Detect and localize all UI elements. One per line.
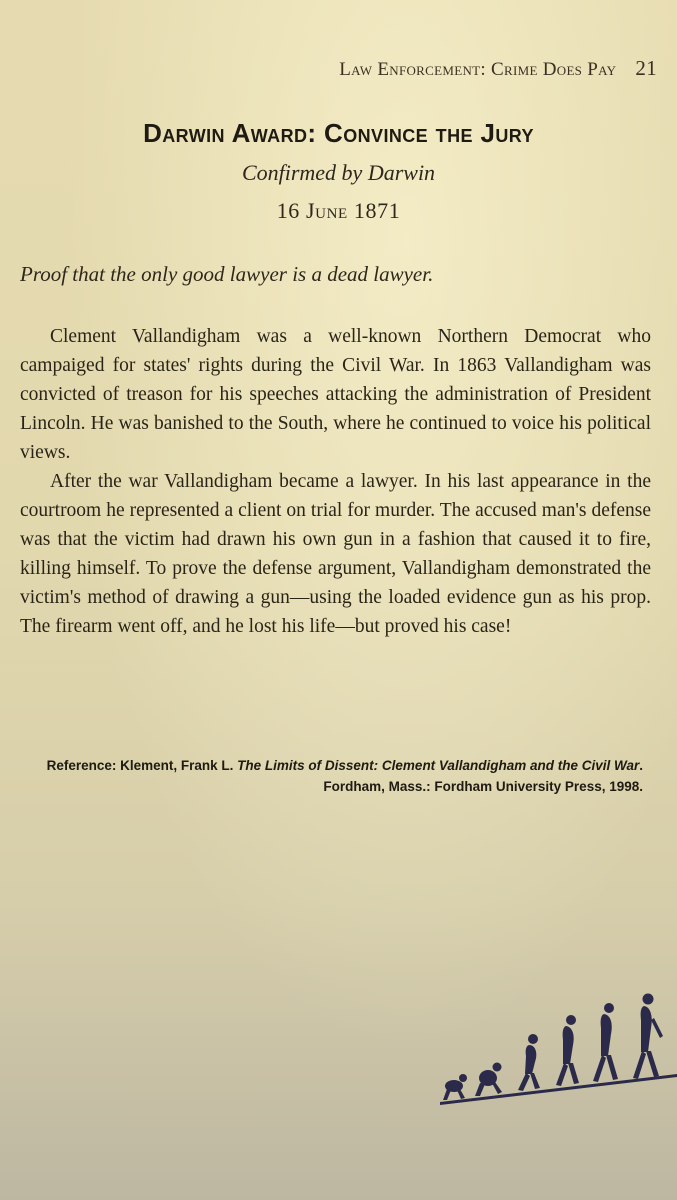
page-title: Darwin Award: Convince the Jury xyxy=(143,118,534,148)
page-number: 21 xyxy=(635,56,657,80)
story-body xyxy=(20,322,651,641)
epigraph: Proof that the only good lawyer is a dead lawyer. xyxy=(20,262,434,286)
story-paragraph: After the war Vallandigham became a lawyer. In his last appearance in the courtroom he represented a client on trial for murder. The accused man's defense was that the victim had drawn his own gun in a fashion that caused it to fire, killing himself. To prove the defense argument, Vallandigham demonstrated the victim's method of drawing a gun—using the loaded evidence gun as his prop. The firearm went off, and he lost his life—but proved his case! xyxy=(20,471,651,637)
reference-prefix: Reference: Klement, Frank L. xyxy=(46,758,238,773)
evolution-march-icon xyxy=(432,990,677,1110)
reference-book-title: The Limits of Dissent: Clement Vallandigham and the Civil War xyxy=(237,758,640,773)
reference-suffix: . Fordham, Mass.: Fordham University Press, 1998. xyxy=(323,758,643,794)
reference-citation xyxy=(46,755,643,797)
story-paragraph: Clement Vallandigham was a well-known Northern Democrat who campaiged for states' rights during the Civil War. In 1863 Vallandigham was convicted of treason for his speeches attacking the administration of President Lincoln. He was banished to the South, where he continued to voice his political views. xyxy=(20,326,651,463)
confirmed-line: Confirmed by Darwin xyxy=(241,160,436,185)
running-head-chapter: Law Enforcement: Crime Does Pay xyxy=(339,59,617,80)
award-date: 16 June 1871 xyxy=(276,198,401,223)
running-head xyxy=(120,56,657,81)
